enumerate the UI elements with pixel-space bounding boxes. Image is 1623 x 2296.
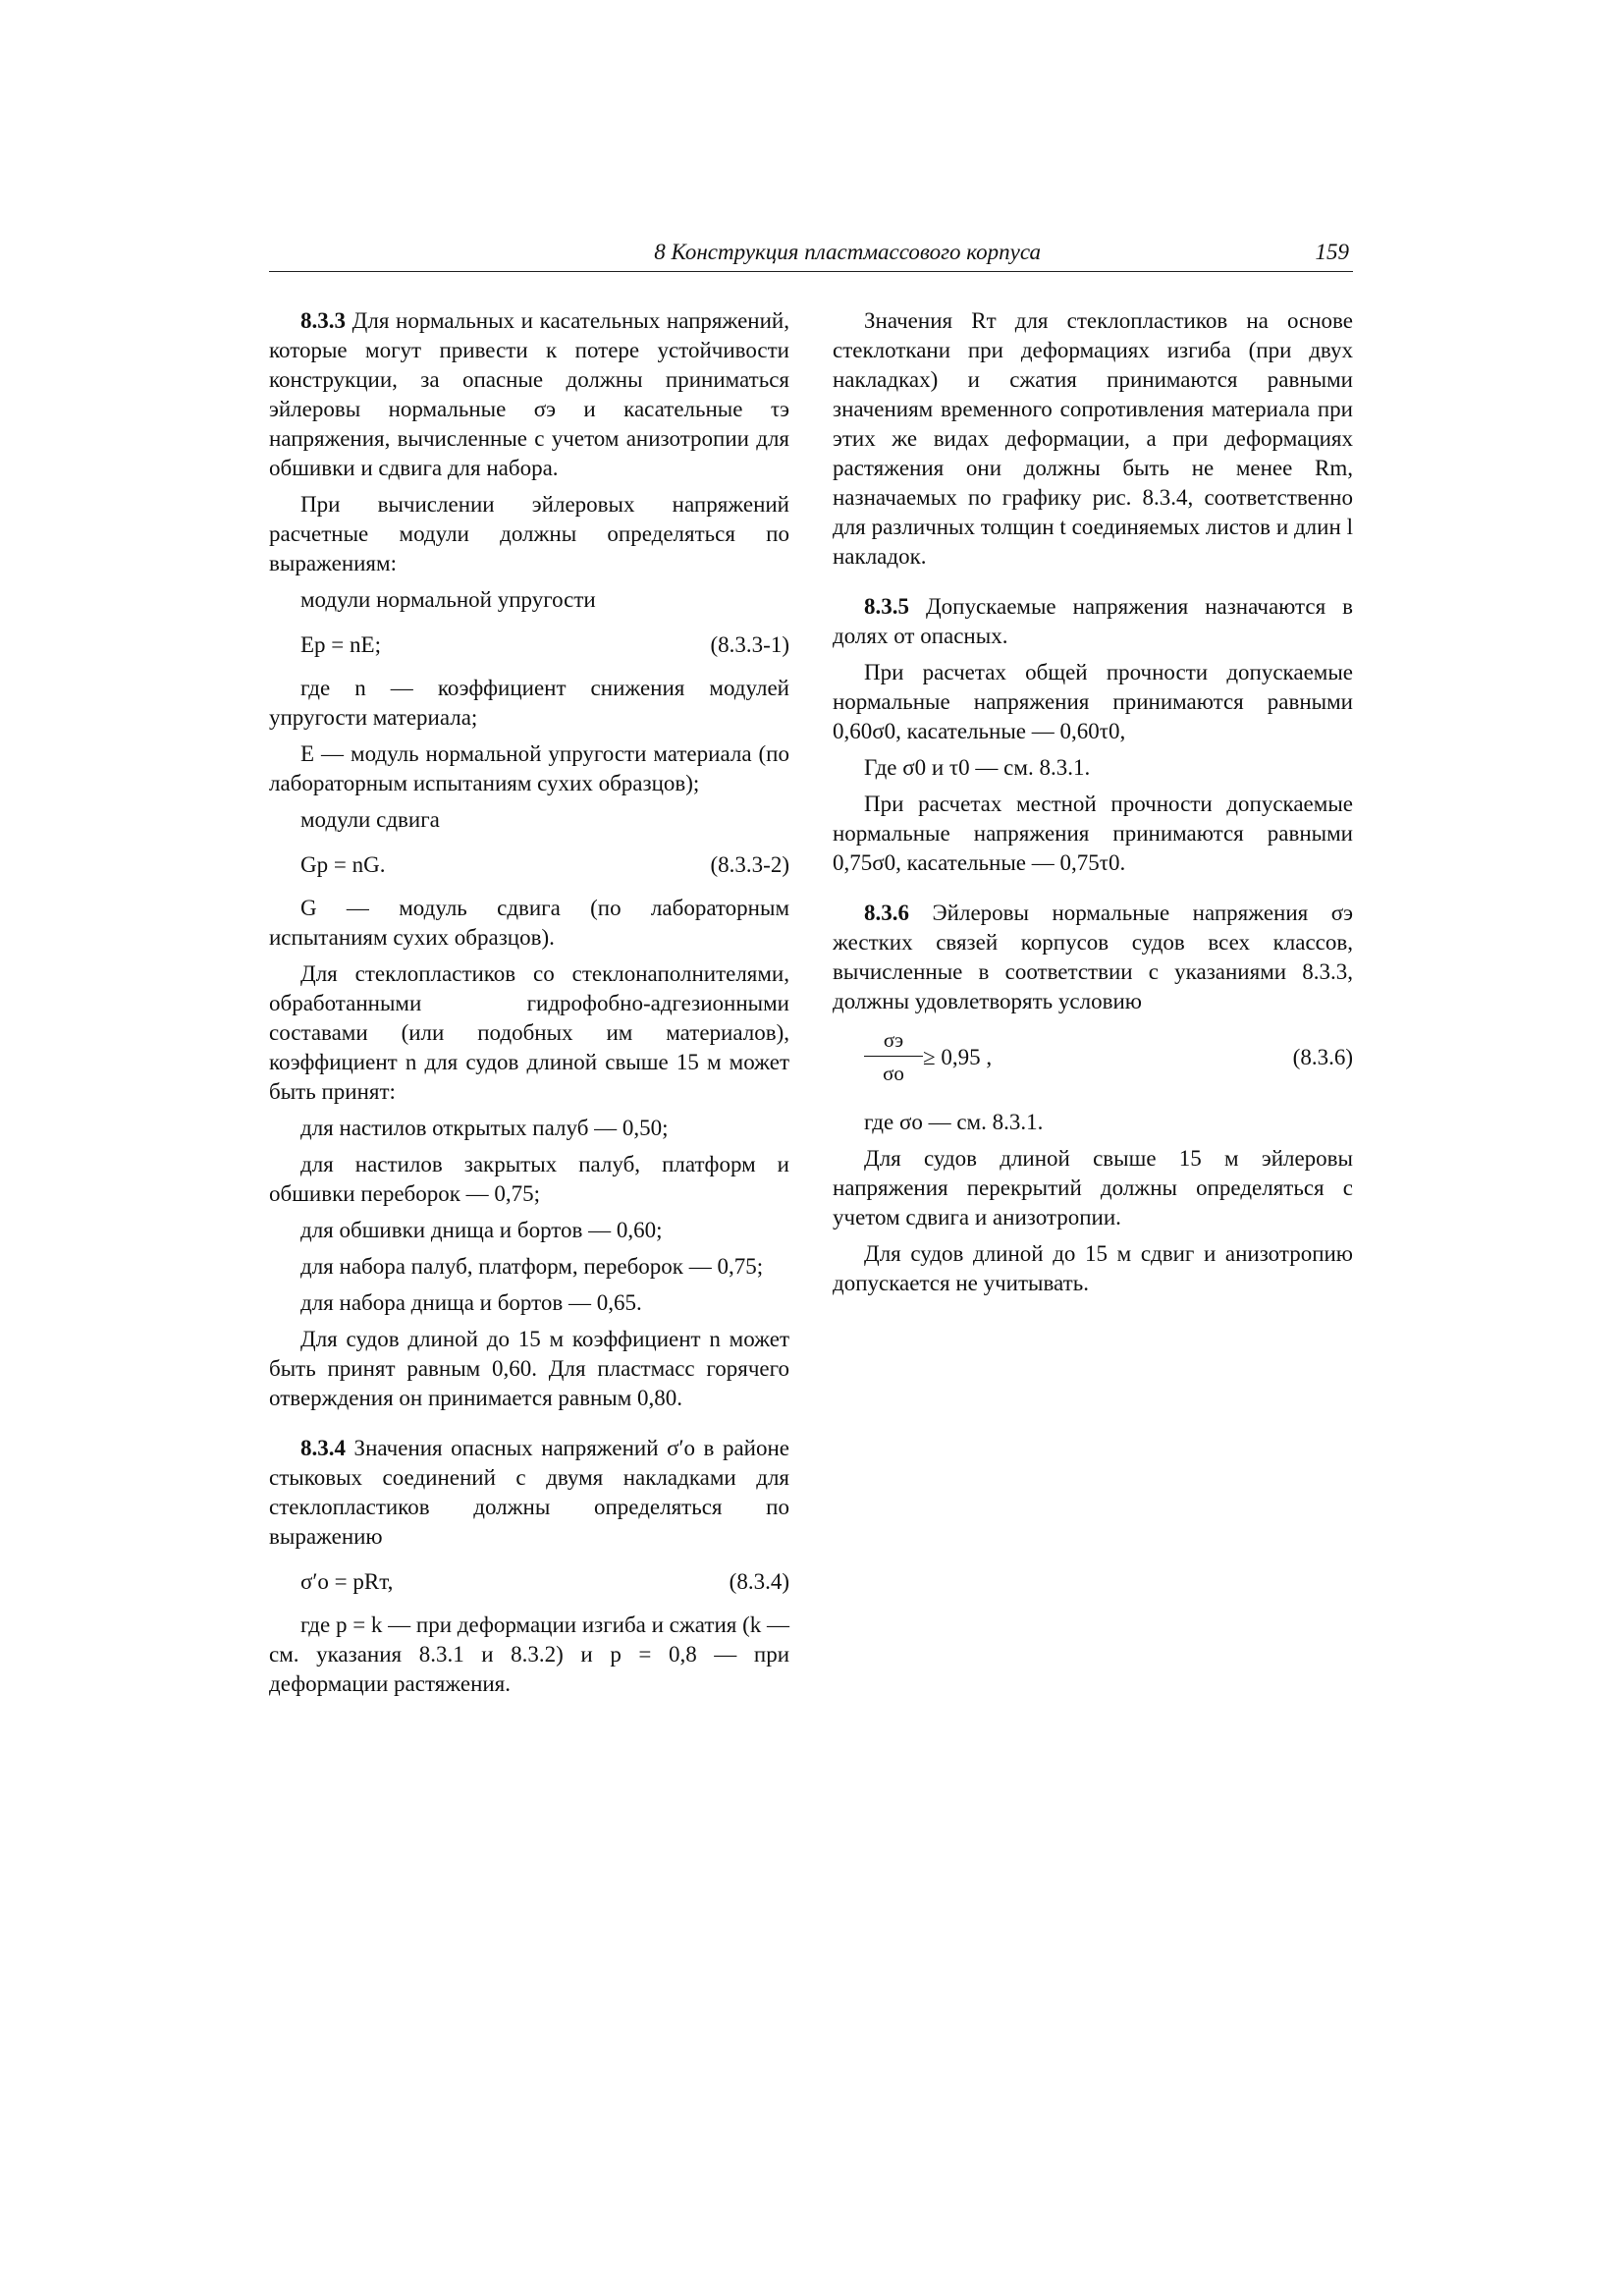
paragraph: Для судов длиной до 15 м коэффициент n может быть принят равным 0,60. Для пластмасс горячего отверждения он принимается равным 0,80. (269, 1327, 789, 1410)
paragraph: модули сдвига (300, 807, 440, 832)
paragraph: Для судов длиной свыше 15 м эйлеровы напряжения перекрытий должны определяться с учетом сдвига и анизотропии. (833, 1146, 1353, 1230)
paragraph: При вычислении эйлеровых напряжений расчетные модули должны определяться по выражениям: (269, 492, 789, 575)
equation-relation: ≥ 0,95 , (923, 1045, 993, 1069)
page-number: 159 (1315, 240, 1349, 264)
chapter-title: 8 Конструкция пластмассового корпуса (654, 240, 1041, 264)
equation-number: (8.3.3-2) (710, 852, 789, 877)
section-number: 8.3.4 (300, 1436, 346, 1460)
paragraph: При расчетах общей прочности допускаемые нормальные напряжения принимаются равными 0,60σ0, касательные — 0,60τ0, (833, 660, 1353, 743)
equation-formula: Gр = nG. (300, 852, 386, 877)
section-8-3-4 (269, 1434, 789, 1552)
paragraph-text: Эйлеровы нормальные напряжения σэ жестких связей корпусов судов всех классов, вычисленные в соответствии с указаниями 8.3.3, должны удовлетворять условию (833, 901, 1353, 1013)
section-8-3-5 (833, 592, 1353, 651)
paragraph: Для стеклопластиков со стеклонаполнителями, обработанными гидрофобно-адгезионными составами (или подобных им материалов), коэффициент n для судов длиной свыше 15 м может быть принят: (269, 961, 789, 1104)
equation-number: (8.3.3-1) (710, 632, 789, 657)
equation-formula: Eр = nE; (300, 632, 381, 657)
fraction-numerator: σэ (883, 1028, 904, 1052)
paragraph: Где σ0 и τ0 — см. 8.3.1. (864, 755, 1091, 780)
list-item: для настилов открытых палуб — 0,50; (300, 1116, 669, 1140)
running-header (269, 238, 1353, 272)
equation-number: (8.3.4) (729, 1569, 789, 1594)
paragraph: E — модуль нормальной упругости материала (по лабораторным испытаниям сухих образцов); (269, 741, 789, 795)
paragraph: G — модуль сдвига (по лабораторным испытаниям сухих образцов). (269, 896, 789, 950)
paragraph: где p = k — при деформации изгиба и сжатия (k — см. указания 8.3.1 и 8.3.2) и p = 0,8 — при деформации растяжения. (269, 1613, 789, 1696)
equation-8-3-3-2 (269, 845, 789, 888)
section-number: 8.3.5 (864, 594, 909, 619)
list-item: для обшивки днища и бортов — 0,60; (300, 1218, 663, 1242)
equation-number: (8.3.6) (1292, 1045, 1353, 1069)
paragraph-text: Для нормальных и касательных напряжений, которые могут привести к потере устойчивости конструкции, за опасные должны приниматься эйлеровы нормальные σэ и касательные τэ напряжения, вычисленные с учетом анизотропии для обшивки и сдвига для набора. (269, 308, 789, 480)
fraction-denominator: σо (883, 1062, 904, 1085)
paragraph: Для судов длиной до 15 м сдвиг и анизотропию допускается не учитывать. (833, 1241, 1353, 1295)
section-number: 8.3.6 (864, 901, 909, 925)
equation-formula: σ′о = pRт, (300, 1569, 394, 1594)
fraction-bar (864, 1056, 923, 1057)
equation-8-3-6 (833, 1023, 1353, 1102)
paragraph: Значения Rт для стеклопластиков на основе стеклоткани при деформациях изгиба (при двух накладках) и сжатия принимаются равными значениям временного сопротивления материала при этих же видах деформации, а при деформациях растяжения они должны быть не менее Rm, назначаемых по графику рис. 8.3.4, соответственно для различных толщин t соединяемых листов и длин l накладок. (833, 308, 1353, 569)
equation-8-3-4 (269, 1561, 789, 1605)
paragraph: где n — коэффициент снижения модулей упругости материала; (269, 676, 789, 730)
paragraph: При расчетах местной прочности допускаемые нормальные напряжения принимаются равными 0,75σ0, касательные — 0,75τ0. (833, 792, 1353, 875)
equation-8-3-3-1 (269, 625, 789, 668)
list-item: для набора днища и бортов — 0,65. (300, 1290, 642, 1315)
left-column (269, 306, 789, 1706)
list-item: для настилов закрытых палуб, платформ и обшивки переборок — 0,75; (269, 1152, 789, 1206)
section-8-3-3 (269, 306, 789, 483)
fraction (864, 1025, 923, 1088)
right-column (833, 306, 1353, 1305)
paragraph-text: Допускаемые напряжения назначаются в долях от опасных. (833, 594, 1353, 648)
list-item: для набора палуб, платформ, переборок — 0,75; (300, 1254, 764, 1279)
paragraph: где σо — см. 8.3.1. (864, 1110, 1044, 1134)
section-8-3-6 (833, 899, 1353, 1016)
section-number: 8.3.3 (300, 308, 346, 333)
paragraph-text: Значения опасных напряжений σ′о в районе стыковых соединений с двумя накладками для стеклопластиков должны определяться по выражению (269, 1436, 789, 1549)
paragraph: модули нормальной упругости (300, 587, 596, 612)
